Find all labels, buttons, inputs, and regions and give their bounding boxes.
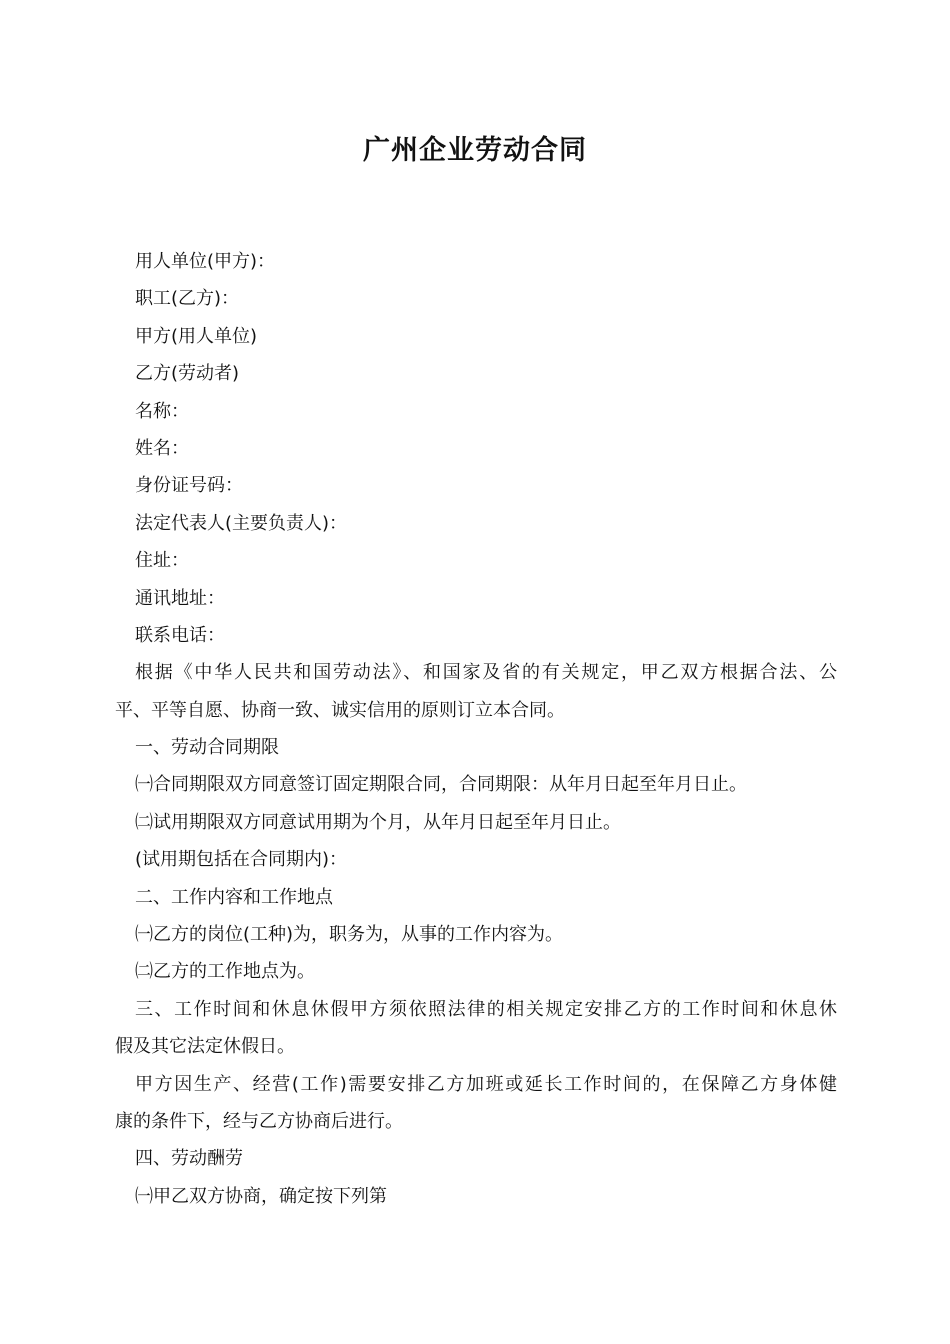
document-body — [115, 243, 837, 1215]
probation-note: (试用期包括在合同期内)： — [135, 849, 348, 871]
section-2-clause-1: ㈠乙方的岗位(工种)为，职务为，从事的工作内容为。 — [135, 924, 564, 946]
section-4-clause-1: ㈠甲乙双方协商，确定按下列第 — [135, 1185, 387, 1207]
employer-field-label: 用人单位(甲方)： — [135, 251, 276, 272]
party-a-heading: 甲方(用人单位) — [135, 325, 258, 347]
section-2-heading: 二、工作内容和工作地点 — [135, 886, 333, 908]
preamble-line-1: 根据《中华人民共和国劳动法》、和国家及省的有关规定，甲乙双方根据合法、公 — [135, 662, 837, 684]
id-number-field: 身份证号码： — [135, 475, 243, 497]
legal-representative-field: 法定代表人(主要负责人)： — [135, 512, 348, 534]
person-name-field: 姓名： — [135, 437, 189, 459]
mailing-address-field: 通讯地址： — [135, 587, 225, 609]
residence-field: 住址： — [135, 550, 189, 572]
overtime-line-2: 康的条件下，经与乙方协商后进行。 — [115, 1110, 403, 1132]
employee-field-label: 职工(乙方)： — [135, 288, 240, 310]
section-3-line-1: 三、工作时间和休息休假甲方须依照法律的相关规定安排乙方的工作时间和休息休 — [135, 998, 837, 1020]
overtime-line-1: 甲方因生产、经营(工作)需要安排乙方加班或延长工作时间的，在保障乙方身体健 — [135, 1073, 837, 1095]
section-2-clause-2: ㈡乙方的工作地点为。 — [135, 961, 315, 983]
section-1-clause-2: ㈡试用期限双方同意试用期为个月，从年月日起至年月日止。 — [135, 811, 621, 833]
section-3-line-2: 假及其它法定休假日。 — [115, 1036, 295, 1058]
section-4-heading: 四、劳动酬劳 — [135, 1148, 243, 1170]
phone-field: 联系电话： — [135, 624, 225, 646]
company-name-field: 名称： — [135, 400, 189, 422]
section-1-clause-1: ㈠合同期限双方同意签订固定期限合同，合同期限：从年月日起至年月日止。 — [135, 774, 747, 796]
preamble-line-2: 平、平等自愿、协商一致、诚实信用的原则订立本合同。 — [115, 699, 565, 721]
party-b-heading: 乙方(劳动者) — [135, 363, 240, 385]
document-title: 广州企业劳动合同 — [363, 135, 587, 166]
section-1-heading: 一、劳动合同期限 — [135, 737, 279, 759]
